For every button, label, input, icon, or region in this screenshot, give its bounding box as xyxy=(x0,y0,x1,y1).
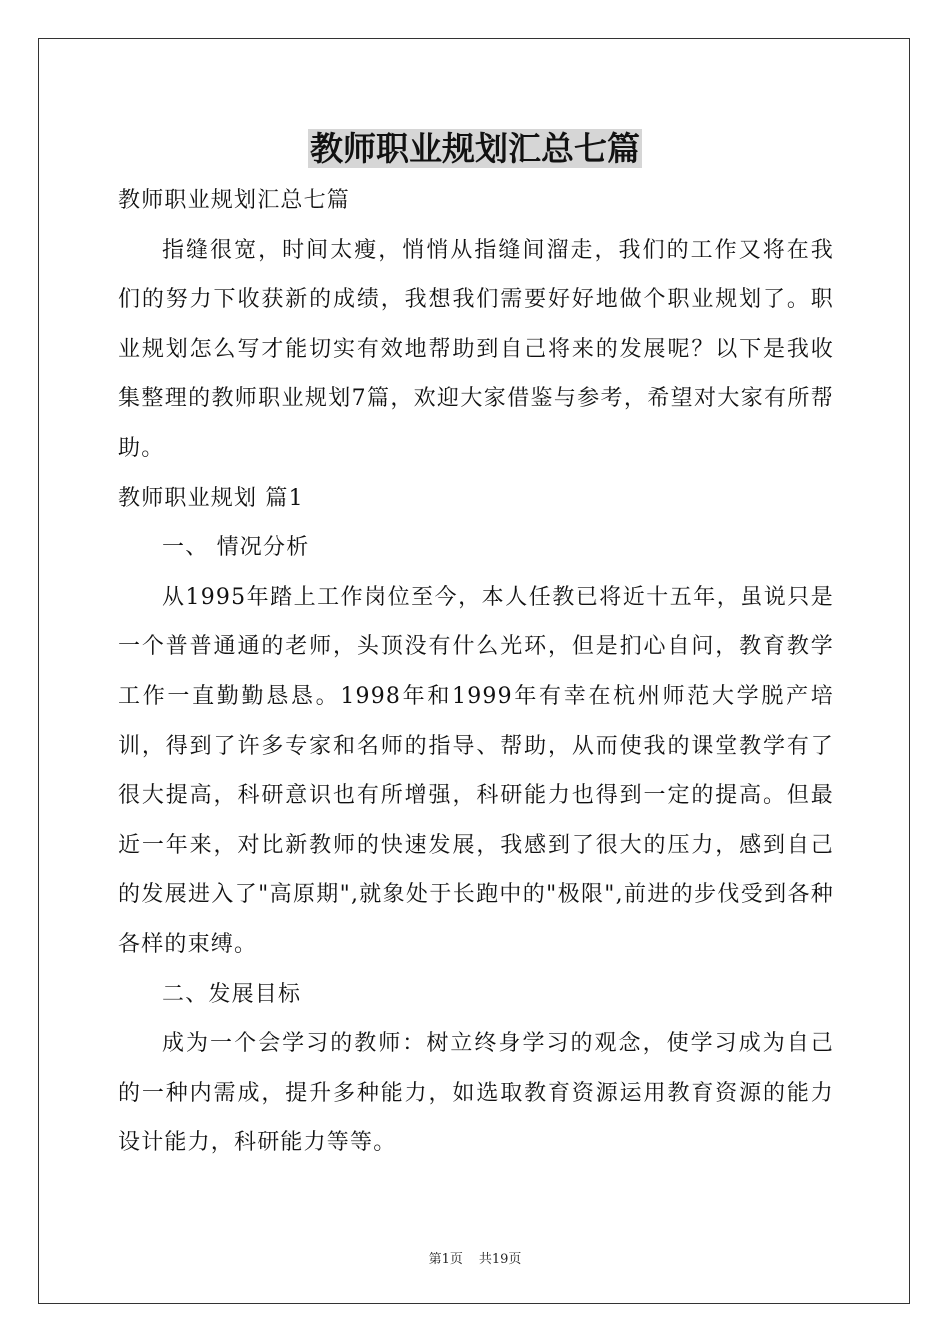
page-total: 共19页 xyxy=(478,1252,522,1267)
heading-development-goals: 二、发展目标 xyxy=(162,981,302,1007)
paragraph-subtitle: 教师职业规划汇总七篇 xyxy=(118,188,351,213)
section-heading-part-1: 教师职业规划 篇1 xyxy=(118,485,304,511)
paragraph-situation: 从1995年踏上工作岗位至今，本人任教已将近十五年，虽说只是一个普普通通的老师，头顶没有什么光环，但是扪心自问，教育教学工作一直勤勤恳恳。1998年和1999年有幸在杭州师范大学脱产培训，得到了许多专家和名师的指导、帮助，从而使我的课堂教学有了很大提高，科研意识也有所增强，科研能力也得到一定的提高。但最近一年来，对比新教师的快速发展，我感到了很大的压力，感到自己的发展进入了"高原期",就象处于长跑中的"极限",前进的步伐受到各种各样的束缚。 xyxy=(118,584,834,957)
page-footer xyxy=(0,1248,950,1267)
document-body xyxy=(118,176,834,1168)
page-number: 第1页 xyxy=(428,1252,463,1267)
document-title-text: 教师职业规划汇总七篇 xyxy=(310,129,640,168)
heading-situation-analysis: 一、 情况分析 xyxy=(162,535,310,561)
paragraph-intro: 指缝很宽，时间太瘦，悄悄从指缝间溜走，我们的工作又将在我们的努力下收获新的成绩，我想我们需要好好地做个职业规划了。职业规划怎么写才能切实有效地帮助到自己将来的发展呢？以下是我收集整理的教师职业规划7篇，欢迎大家借鉴与参考，希望对大家有所帮助。 xyxy=(118,237,834,461)
document-title xyxy=(0,126,950,172)
paragraph-goals: 成为一个会学习的教师：树立终身学习的观念，使学习成为自己的一种内需成，提升多种能力，如选取教育资源运用教育资源的能力设计能力，科研能力等等。 xyxy=(118,1031,834,1156)
